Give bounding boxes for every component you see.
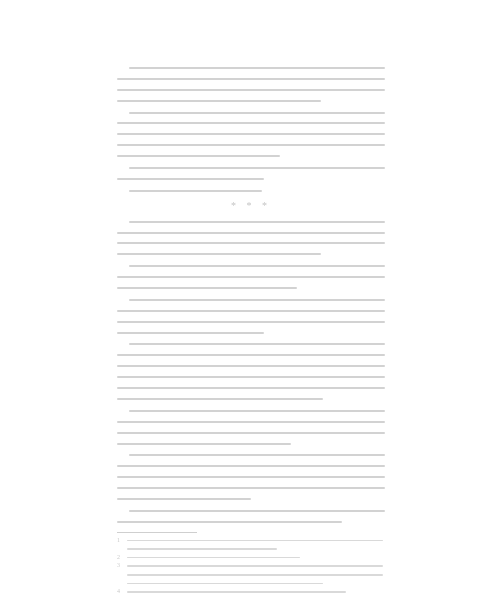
text-line xyxy=(117,571,385,580)
text-line xyxy=(117,63,385,74)
paragraph xyxy=(117,186,385,197)
text-line xyxy=(117,163,385,174)
text-line xyxy=(117,580,385,589)
footnote-marker: 2 xyxy=(117,554,120,561)
paragraph xyxy=(117,506,385,528)
text-line xyxy=(117,186,385,197)
text-line xyxy=(117,562,385,571)
text-line xyxy=(117,108,385,119)
text-line xyxy=(117,506,385,517)
text-line xyxy=(117,96,385,107)
footnote xyxy=(117,537,385,554)
text-line xyxy=(117,306,385,317)
text-line xyxy=(117,361,385,372)
text-line xyxy=(117,394,385,405)
text-line xyxy=(117,461,385,472)
text-line xyxy=(117,283,385,294)
chapter-heading xyxy=(117,40,385,58)
text-line xyxy=(117,74,385,85)
paragraph xyxy=(117,450,385,504)
paragraph xyxy=(117,261,385,294)
text-line xyxy=(117,439,385,450)
text-line xyxy=(117,350,385,361)
text-line xyxy=(117,483,385,494)
footnote-marker: 3 xyxy=(117,563,120,570)
book-page xyxy=(117,40,385,596)
section-separator: * * * xyxy=(231,200,271,212)
text-line xyxy=(117,417,385,428)
text-line xyxy=(117,174,385,185)
paragraph xyxy=(117,295,385,339)
text-line xyxy=(117,261,385,272)
text-line xyxy=(117,151,385,162)
text-line xyxy=(117,238,385,249)
text-line xyxy=(117,272,385,283)
text-line xyxy=(117,228,385,239)
text-line xyxy=(117,537,385,546)
section-before-separator xyxy=(117,63,385,197)
footnote xyxy=(117,562,385,588)
footnotes xyxy=(117,537,385,597)
text-line xyxy=(117,545,385,554)
text-line xyxy=(117,383,385,394)
text-line xyxy=(117,588,385,597)
text-line xyxy=(117,472,385,483)
text-line xyxy=(117,328,385,339)
text-line xyxy=(117,140,385,151)
text-line xyxy=(117,494,385,505)
text-line xyxy=(117,118,385,129)
text-line xyxy=(117,129,385,140)
footnote-marker: 4 xyxy=(117,589,120,596)
text-line xyxy=(117,85,385,96)
text-line xyxy=(117,372,385,383)
footnote-marker: 1 xyxy=(117,537,120,544)
paragraph xyxy=(117,406,385,450)
text-line xyxy=(117,339,385,350)
paragraph xyxy=(117,339,385,404)
text-line xyxy=(117,428,385,439)
text-line xyxy=(117,554,385,563)
text-line xyxy=(117,249,385,260)
section-after-separator xyxy=(117,217,385,528)
text-line xyxy=(117,406,385,417)
text-line xyxy=(117,517,385,528)
text-line xyxy=(117,217,385,228)
text-line xyxy=(117,450,385,461)
footnote xyxy=(117,554,385,563)
paragraph xyxy=(117,163,385,185)
text-line xyxy=(117,317,385,328)
text-line xyxy=(117,295,385,306)
footnote-rule xyxy=(117,532,197,533)
footnote xyxy=(117,588,385,597)
paragraph xyxy=(117,63,385,107)
paragraph xyxy=(117,108,385,162)
paragraph xyxy=(117,217,385,261)
